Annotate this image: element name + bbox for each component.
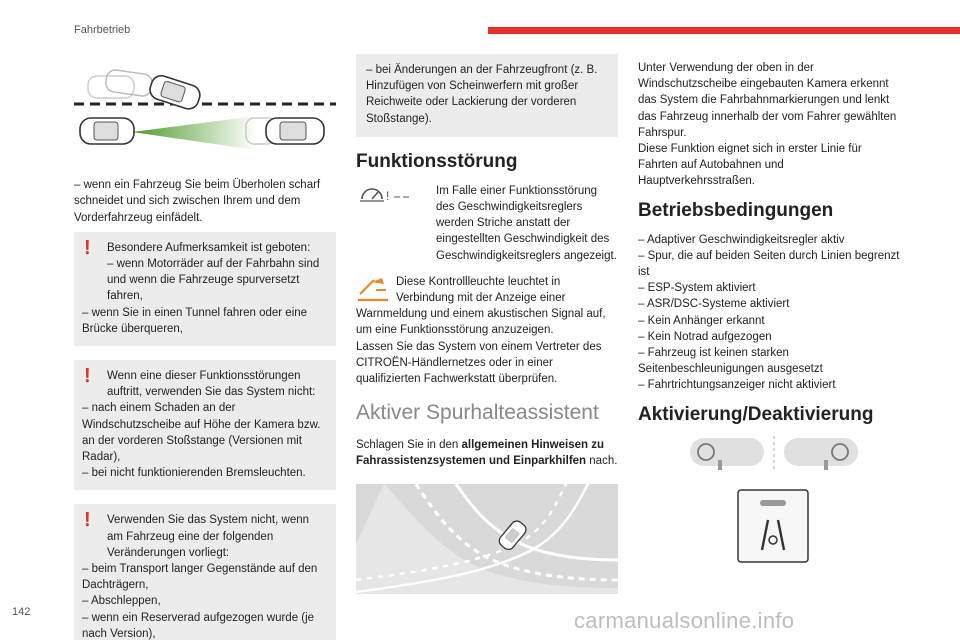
list-item: – Adaptiver Geschwindigkeitsregler aktiv <box>638 233 845 246</box>
list-item: – Kein Notrad aufgezogen <box>638 330 772 343</box>
exclamation-icon: ! <box>84 365 91 388</box>
list-item: – Fahrtrichtungsanzeiger nicht aktiviert <box>638 379 836 392</box>
heading-funktionsstoerung: Funktionsstörung <box>356 150 518 172</box>
column-left <box>74 60 336 640</box>
warning-line: – bei nicht funktionierenden Bremsleuchten. <box>82 467 306 480</box>
heading-aktivierung-deaktivierung: Aktivierung/Deaktivierung <box>638 403 874 425</box>
lamp-text: Diese Kontrollleuchte leuchtet in Verbindung mit der Anzeige einer Warnmeldung und einem akustischen Signal auf, um eine Funktionsstörung anzuzeigen. <box>356 275 606 337</box>
exclamation-icon: ! <box>84 236 91 259</box>
warning-line: – nach einem Schaden an der Windschutzscheibe auf Höhe der Kamera bzw. an der vorderen Stoßstange (Versionen mit Radar), <box>82 402 321 464</box>
reference-prefix: Schlagen Sie in den <box>356 439 462 452</box>
list-item: – Spur, die auf beiden Seiten durch Linien begrenzt ist <box>638 249 900 279</box>
exclamation-icon: ! <box>84 509 91 532</box>
reference-bold: allgemeinen Hinweisen zu Fahrassistenzsystemen und Einparkhilfen <box>356 439 605 468</box>
continued-warning-box <box>356 54 618 137</box>
list-item: – Kein Anhänger erkannt <box>638 314 765 327</box>
warning-line: – wenn Sie in einen Tunnel fahren oder eine Brücke überqueren, <box>82 306 308 335</box>
lane-warning-lamp-icon <box>356 274 390 304</box>
watermark: carmanualsonline.info <box>574 608 795 633</box>
intro-text: Unter Verwendung der oben in der Windschutzscheibe eingebauten Kamera erkennt das System die Fahrbahnmarkierungen und lenkt das Fahrzeug innerhalb der vom Fahrer gewählten Fahrspur. <box>638 62 897 139</box>
header-accent-bar <box>488 27 960 34</box>
warning-line: – beim Transport langer Gegenstände auf den Dachträgern, <box>82 563 318 592</box>
warning-box-attention <box>74 232 336 346</box>
list-item: – ESP-System aktiviert <box>638 282 756 295</box>
warning-lamp-explanation <box>356 274 618 387</box>
fault-explanation <box>356 183 618 264</box>
heading-aktiver-spurhalteassistent: Aktiver Spurhalteassistent <box>356 401 599 425</box>
fault-text: Im Falle einer Funktionsstörung des Geschwindigkeitsreglers werden Striche anstatt der eingestellten Geschwindigkeit des Geschwindigkeitsreglers angezeigt. <box>436 184 617 262</box>
warning-box-malfunctions <box>74 360 336 490</box>
speed-regulator-fault-icon <box>356 183 416 205</box>
column-right <box>638 60 900 566</box>
lane-keeping-road-illustration <box>356 484 618 594</box>
reference-suffix: nach. <box>586 455 618 468</box>
intro-text: – wenn ein Fahrzeug Sie beim Überholen scharf schneidet und sich zwischen Ihrem und dem Vorderfahrzeug einfädelt. <box>74 179 321 224</box>
page-number: 142 <box>12 606 31 618</box>
conditions-list <box>638 232 900 394</box>
warning-line: Wenn eine dieser Funktionsstörungen auftritt, verwenden Sie das System nicht: <box>107 370 316 399</box>
activation-control-illustration <box>678 436 878 566</box>
header-section-label: Fahrbetrieb <box>74 24 131 36</box>
warning-line: – wenn ein Reserverad aufgezogen wurde (je nach Version), <box>82 611 315 640</box>
lamp-text-2: Lassen Sie das System von einem Vertreter des CITROËN-Händlernetzes oder in einer qualifizierten Fachwerkstatt überprüfen. <box>356 340 602 386</box>
warning-line: – Abschleppen, <box>82 595 161 608</box>
warning-line: Verwenden Sie das System nicht, wenn am Fahrzeug eine der folgenden Veränderungen vorliegt: <box>107 514 310 559</box>
heading-betriebsbedingungen: Betriebsbedingungen <box>638 199 834 221</box>
intro-text-2: Diese Funktion eignet sich in erster Linie für Fahrten auf Autobahnen und Hauptverkehrsstraßen. <box>638 143 862 188</box>
warning-line: – bei Änderungen an der Fahrzeugfront (z. B. Hinzufügen von Scheinwerfern mit großer Reichweite oder Lackierung der vorderen Stoßstange). <box>366 64 598 125</box>
warning-box-modifications <box>74 504 336 640</box>
cutin-cars-illustration <box>74 60 336 164</box>
warning-line: – wenn Motorräder auf der Fahrbahn sind und wenn die Fahrzeuge spurversetzt fahren, <box>107 258 320 303</box>
list-item: – ASR/DSC-Systeme aktiviert <box>638 298 790 311</box>
lane-keeping-button-icon <box>738 490 808 562</box>
warning-line: Besondere Aufmerksamkeit ist geboten: <box>107 241 311 254</box>
reference-text <box>356 437 618 469</box>
svg-text:!: ! <box>386 188 390 203</box>
list-item: – Fahrzeug ist keinen starken Seitenbeschleunigungen ausgesetzt <box>638 347 823 376</box>
column-middle <box>356 60 618 594</box>
